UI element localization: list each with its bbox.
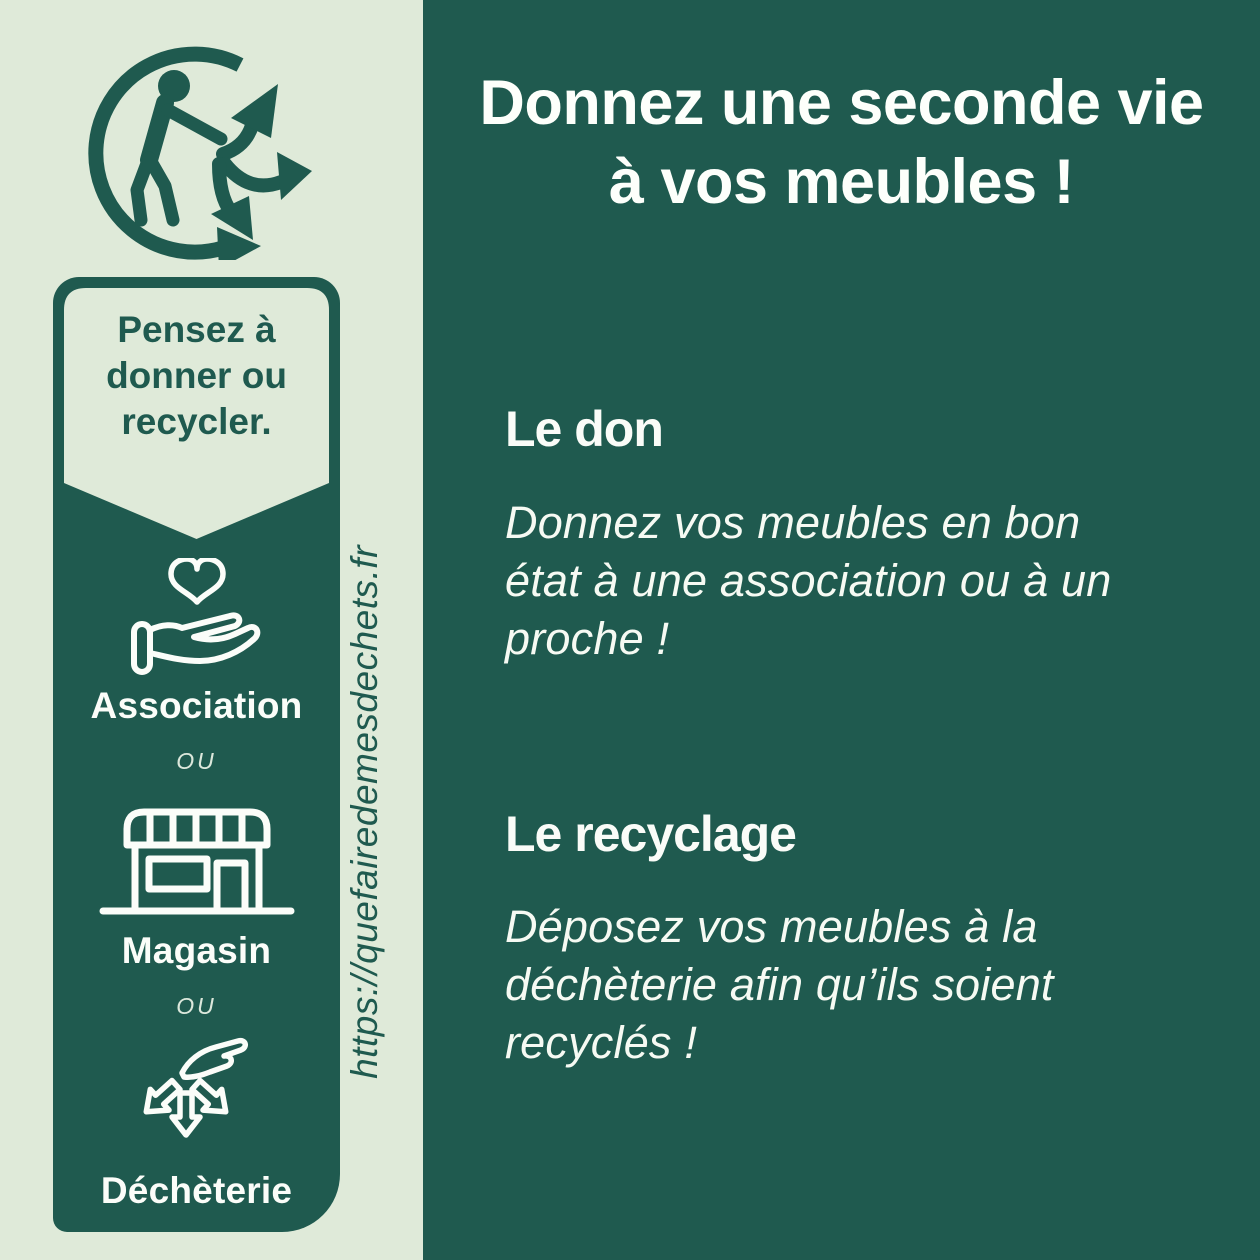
- label-magasin: Magasin: [121, 930, 272, 971]
- website-url: https://quefairedemesdechets.fr: [344, 545, 385, 1079]
- separator-ou-1: OU: [176, 748, 217, 774]
- section-body-don: Donnez vos meubles en bon état à une association ou à un proche !: [505, 497, 1112, 664]
- label-association: Association: [90, 685, 303, 726]
- page-title: Donnez une seconde vie à vos meubles !: [479, 68, 1204, 217]
- separator-ou-2: OU: [176, 993, 217, 1019]
- section-heading-don: Le don: [505, 401, 663, 457]
- triman-recycling-icon: [85, 40, 315, 260]
- storefront-icon: [99, 805, 295, 919]
- section-heading-recyclage: Le recyclage: [505, 806, 796, 862]
- section-body-recyclage: Déposez vos meubles à la déchèterie afin qu’ils soient recyclés !: [505, 901, 1054, 1068]
- label-decheterie: Déchèterie: [100, 1170, 293, 1211]
- donation-banner: [53, 277, 340, 1232]
- hand-sorting-arrows-icon: [126, 1037, 254, 1157]
- pensez-label: Pensez à donner ou recycler.: [106, 309, 287, 442]
- heart-in-hand-icon: [131, 558, 263, 680]
